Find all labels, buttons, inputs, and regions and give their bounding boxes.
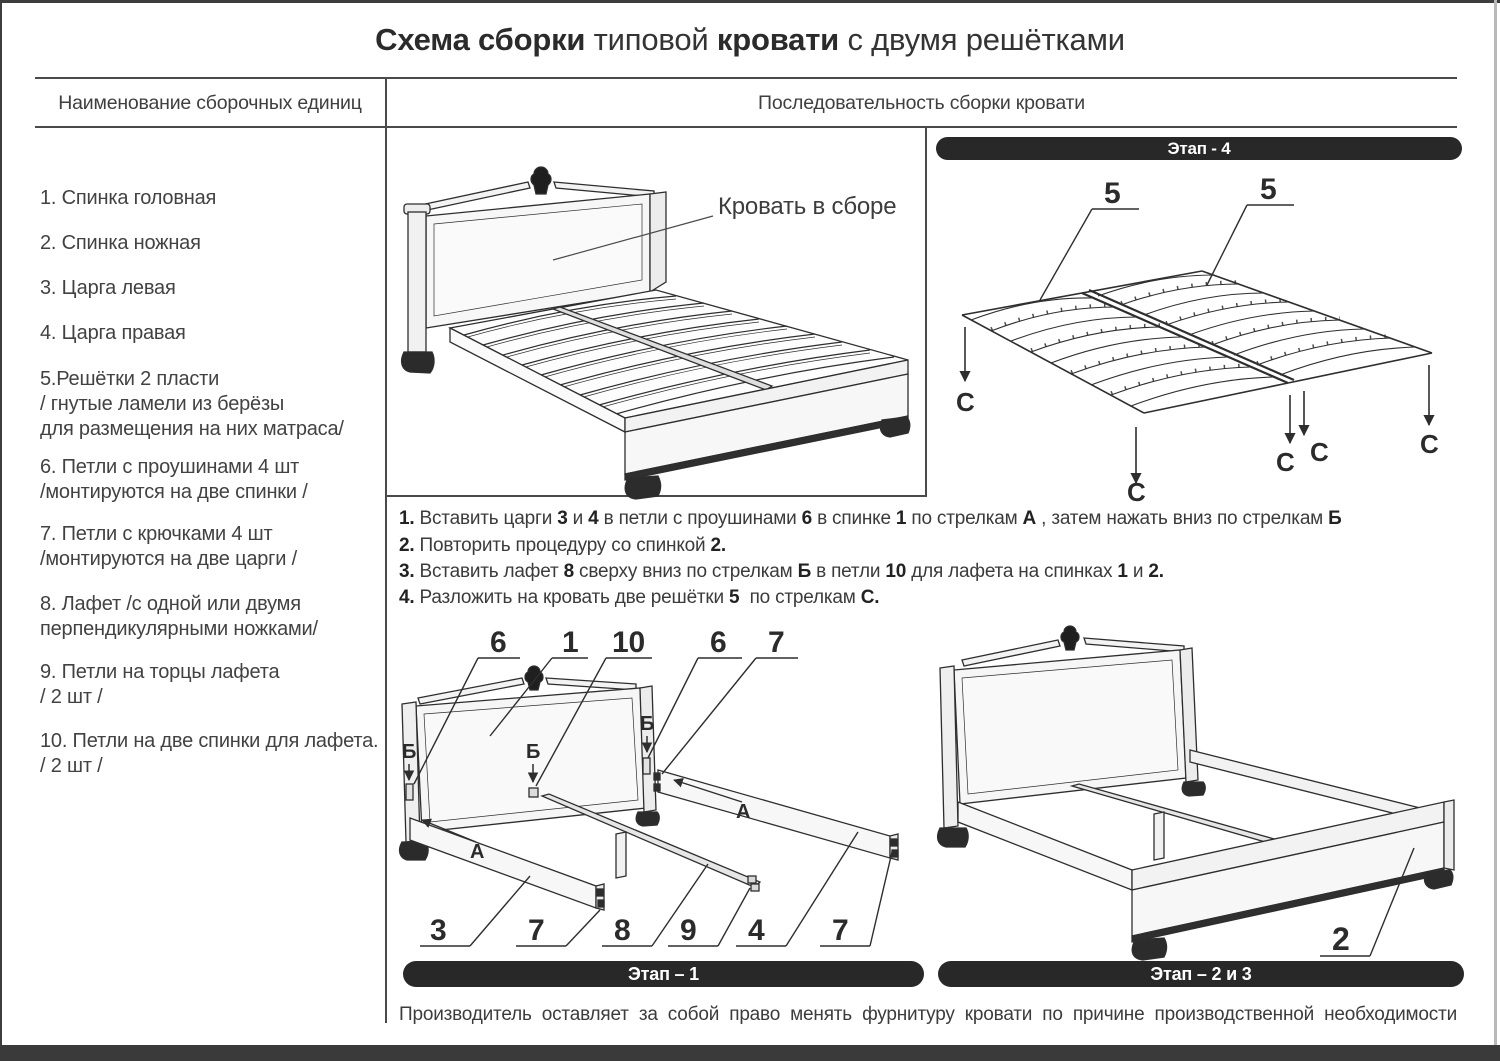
column-divider bbox=[385, 77, 387, 1023]
title-normal-2: с двумя решётками bbox=[839, 22, 1125, 57]
urn-finial-icon bbox=[531, 167, 551, 194]
part-callout: 7 bbox=[528, 914, 545, 947]
stage4-badge: Этап - 4 bbox=[936, 137, 1462, 160]
part-callout: 3 bbox=[430, 914, 447, 947]
part-item-9: 9. Петли на торцы лафета / 2 шт / bbox=[40, 661, 280, 708]
part-callout: 1 bbox=[562, 626, 579, 659]
part-callout: 2 bbox=[1332, 921, 1350, 957]
arrow-c-label: С bbox=[1420, 429, 1439, 459]
page-edge-left bbox=[0, 0, 2, 1061]
grilles-drawing bbox=[932, 165, 1498, 505]
arrow-a-label: А bbox=[470, 841, 485, 863]
urn-finial-icon bbox=[1061, 626, 1079, 650]
arrow-b-label: Б bbox=[640, 713, 655, 735]
bed-foot bbox=[1132, 938, 1166, 960]
arrow-c-label: С bbox=[1127, 477, 1146, 507]
part-item-2: 2. Спинка ножная bbox=[40, 232, 201, 254]
part-callout: 7 bbox=[768, 626, 785, 659]
assembled-bed-drawing bbox=[388, 130, 924, 493]
urn-finial-icon bbox=[525, 666, 543, 690]
arrow-b-label: Б bbox=[402, 741, 417, 763]
part-item-10: 10. Петли на две спинки для лафета. / 2 шт / bbox=[40, 730, 379, 777]
header-rule bbox=[35, 126, 1457, 128]
part-callout: 6 bbox=[710, 626, 727, 659]
sequence-header: Последовательность сборки кровати bbox=[758, 92, 1085, 114]
grille-callout: 5 bbox=[1260, 173, 1277, 206]
part-callout: 6 bbox=[490, 626, 507, 659]
part-callout: 7 bbox=[832, 914, 849, 947]
grille-callout: 5 bbox=[1104, 177, 1121, 210]
bed-foot bbox=[880, 417, 909, 437]
part-item-8: 8. Лафет /с одной или двумя перпендикулярными ножками/ bbox=[40, 593, 318, 640]
top-rule bbox=[35, 77, 1457, 79]
part-item-4: 4. Царга правая bbox=[40, 322, 186, 344]
bed-foot bbox=[625, 476, 660, 499]
page-title bbox=[0, 22, 1500, 58]
part-callout: 10 bbox=[612, 626, 645, 659]
bed-foot bbox=[402, 352, 434, 373]
part-item-7: 7. Петли с крючками 4 шт /монтируются на две царги / bbox=[40, 523, 297, 570]
page-edge-top bbox=[0, 0, 1500, 3]
arrow-c-label: С bbox=[956, 387, 975, 417]
arrow-c-label: С bbox=[1276, 447, 1295, 477]
stage1-drawing bbox=[390, 618, 928, 961]
parts-table-header: Наименование сборочных единиц bbox=[58, 92, 362, 114]
bed-foot bbox=[636, 812, 659, 826]
stage1-badge: Этап – 1 bbox=[403, 961, 924, 987]
page-edge-bottom bbox=[0, 1045, 1500, 1061]
title-bold-2: кровати bbox=[716, 22, 840, 57]
part-item-1: 1. Спинка головная bbox=[40, 187, 217, 209]
part-item-5: 5.Решётки 2 пласти / гнутые ламели из берёзы для размещения на них матраса/ bbox=[40, 368, 344, 440]
part-item-6: 6. Петли с проушинами 4 шт /монтируются на две спинки / bbox=[40, 456, 308, 503]
bed-foot bbox=[1424, 870, 1452, 889]
arrow-b-label: Б bbox=[526, 741, 541, 763]
assembly-step-3: 3. Вставить лафет 8 сверху вниз по стрелкам Б в петли 10 для лафета на спинках 1 и 2. bbox=[399, 561, 1164, 582]
part-callout: 9 bbox=[680, 914, 697, 947]
part-callout: 8 bbox=[614, 914, 631, 947]
stage23-badge: Этап – 2 и 3 bbox=[938, 961, 1464, 987]
part-item-3: 3. Царга левая bbox=[40, 277, 176, 299]
footer-note: Производитель оставляет за собой право менять фурнитуру кровати по причине производственной необходимости bbox=[399, 1004, 1457, 1025]
assembled-box-right-border bbox=[925, 126, 927, 497]
title-normal-1: типовой bbox=[585, 22, 717, 57]
arrow-a-label: А bbox=[736, 801, 751, 823]
assembly-step-4: 4. Разложить на кровать две решётки 5 по стрелкам С. bbox=[399, 587, 880, 608]
assembly-step-1: 1. Вставить царги 3 и 4 в петли с проушинами 6 в спинке 1 по стрелкам А , затем нажать вниз по стрелкам Б bbox=[399, 508, 1342, 529]
stage23-drawing bbox=[932, 618, 1498, 961]
part-callout: 4 bbox=[748, 914, 765, 947]
assembled-caption: Кровать в сборе bbox=[718, 193, 897, 220]
arrow-c-label: С bbox=[1310, 437, 1329, 467]
bed-foot bbox=[938, 828, 969, 847]
title-bold-1: Схема сборки bbox=[375, 22, 586, 57]
bed-foot bbox=[1182, 782, 1205, 796]
assembly-step-2: 2. Повторить процедуру со спинкой 2. bbox=[399, 535, 726, 556]
